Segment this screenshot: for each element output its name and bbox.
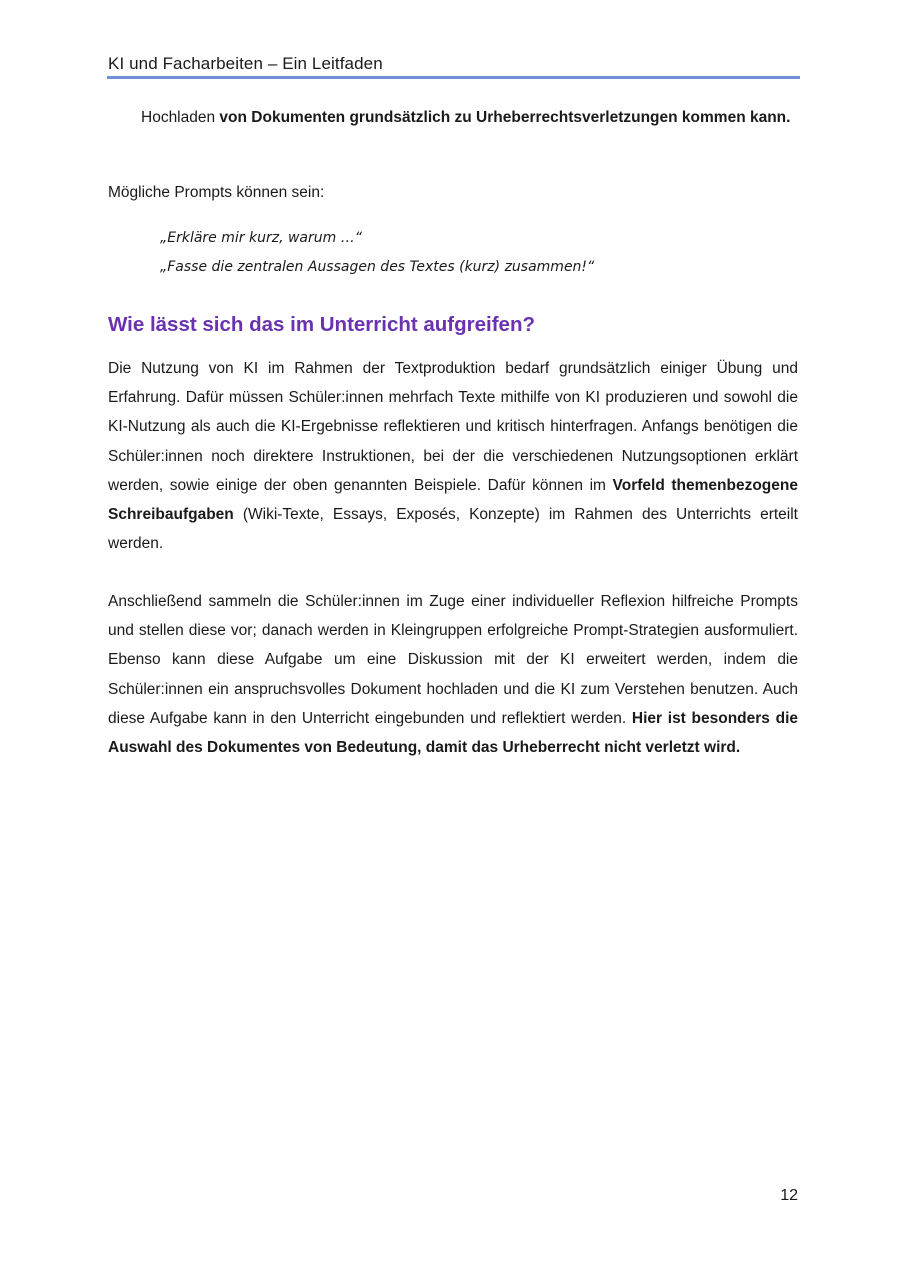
section-paragraph-1 xyxy=(108,354,798,558)
intro-paragraph xyxy=(141,103,798,132)
prompts-label: Mögliche Prompts können sein: xyxy=(108,184,325,201)
paragraph-1-text-before: Die Nutzung von KI im Rahmen der Textproduktion bedarf grundsätzlich einiger Übung und Erfahrung. Dafür müssen Schüler:innen mehrfach Texte mithilfe von KI produzieren und sowohl die KI-Nutzung als auch die KI-Ergebnisse reflektieren und kritisch hinterfragen. Anfangs benötigen die Schüler:innen noch direktere Instruktionen, bei der die verschiedenen Nutzungsoptionen erklärt werden, sowie einige der oben genannten Beispiele. Dafür können im xyxy=(108,360,798,494)
page-number: 12 xyxy=(780,1187,798,1204)
paragraph-1-bold-text: Vorfeld themenbezogene Schreibaufgaben xyxy=(108,476,798,524)
section-heading: Wie lässt sich das im Unterricht aufgreifen? xyxy=(108,313,536,336)
paragraph-2-text-before: Anschließend sammeln die Schüler:innen im Zuge einer individueller Reflexion hilfreiche Prompts und stellen diese vor; danach werden in Kleingruppen erfolgreiche Prompt-Strategien ausformuliert. Ebenso kann diese Aufgabe um eine Diskussion mit der KI erweitert werden, indem die Schüler:innen ein anspruchsvolles Dokument hochladen und die KI zum Verstehen benutzen. Auch diese Aufgabe kann in den Unterricht eingebunden und reflektiert werden. xyxy=(108,593,798,727)
prompt-example-1: „Erkläre mir kurz, warum …“ xyxy=(160,230,362,246)
section-paragraph-2 xyxy=(108,587,798,762)
document-header-title: KI und Facharbeiten – Ein Leitfaden xyxy=(108,54,383,73)
paragraph-2-bold-text: Hier ist besonders die Auswahl des Dokumentes von Bedeutung, damit das Urheberrecht nicht verletzt wird. xyxy=(108,709,798,757)
paragraph-1-text-after: (Wiki-Texte, Essays, Exposés, Konzepte) im Rahmen des Unterrichts erteilt werden. xyxy=(108,506,798,553)
header-divider xyxy=(107,76,800,79)
prompt-example-2: „Fasse die zentralen Aussagen des Textes (kurz) zusammen!“ xyxy=(160,259,595,275)
intro-lead-text: Hochladen xyxy=(141,109,220,126)
intro-bold-text: von Dokumenten grundsätzlich zu Urheberrechtsverletzungen kommen kann. xyxy=(219,109,791,126)
